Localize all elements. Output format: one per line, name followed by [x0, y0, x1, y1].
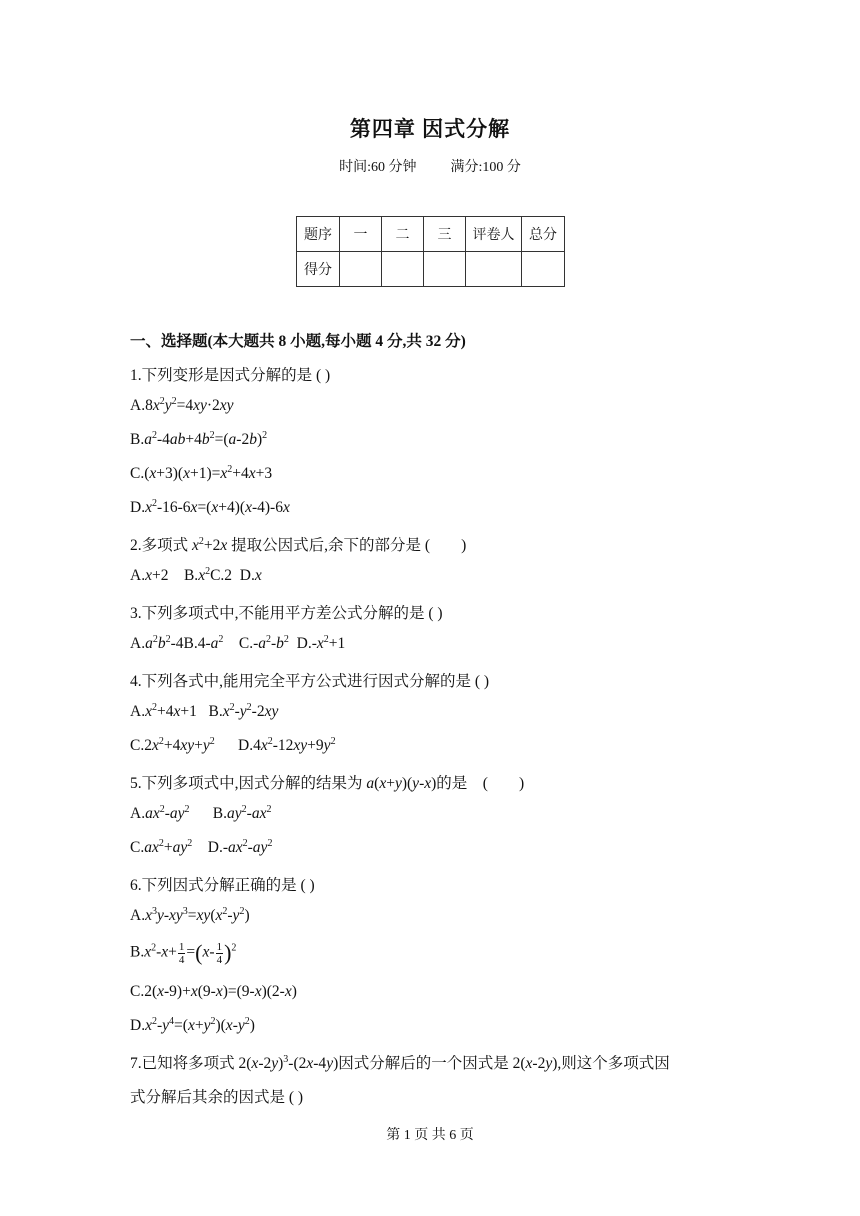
question-5-stem: 5.下列多项式中,因式分解的结果为 a(x+y)(y-x)的是 ( ) — [130, 775, 525, 792]
section-heading: 一、选择题(本大题共 8 小题,每小题 4 分,共 32 分) — [130, 333, 466, 350]
score-table-cell: 总分 — [522, 217, 565, 252]
time-limit: 时间:60 分钟 — [339, 160, 417, 175]
full-score: 满分:100 分 — [450, 160, 521, 175]
score-table-cell: 三 — [424, 217, 466, 252]
question-1-option-b: $B.a^2-4ab+4b^2=(a-2b)^2$ — [130, 430, 268, 448]
question-7-stem-line1: 7.已知将多项式 $2(x-2y)^3-(2x-4y)$因式分解后的一个因式是 2(x-2y),则这个多项式因 — [130, 1054, 670, 1072]
question-6-option-c: C.2(x-9)+x(9-x)=(9-x)(2-x) — [130, 983, 297, 1000]
score-table-cell: 题序 — [297, 217, 340, 252]
score-table — [296, 216, 565, 287]
question-4-options-row2: $C.2x^2+4xy+y^2$ $D.4x^2-12xy+9y^2$ — [130, 736, 336, 754]
question-2-options: A.x+2 $B.x^2C.2$ D.x — [130, 566, 262, 584]
score-entry-cell — [340, 252, 382, 287]
question-1-stem: 1.下列变形是因式分解的是 ( ) — [130, 367, 331, 384]
question-5-options-row1: $A.ax^2-ay^2$ $B.ay^2-ax^2$ — [130, 804, 272, 822]
exam-info — [0, 156, 860, 176]
question-6-option-a: $A.x^3y-xy^3=xy(x^2-y^2)$ — [130, 906, 250, 924]
question-1-option-d: $D.x^2-16-6x=(x+4)(x-4)-6x$ — [130, 498, 290, 516]
question-5-options-row2: $C.ax^2+ay^2$ $D.-ax^2-ay^2$ — [130, 838, 273, 856]
score-entry-cell — [382, 252, 424, 287]
question-4-stem: 4.下列各式中,能用完全平方公式进行因式分解的是 ( ) — [130, 673, 490, 690]
question-7-stem-line2: 式分解后其余的因式是 ( ) — [130, 1089, 304, 1106]
score-table-cell: 评卷人 — [466, 217, 522, 252]
fraction: $\frac{1}{4}$ — [178, 940, 185, 966]
question-3-options: $A.a^2b^2-4B.4-a^2$ $C.-a^2-b^2$ $D.-x^2+1$ — [130, 634, 346, 652]
score-table-cell: 得分 — [297, 252, 340, 287]
page-title: 第四章 因式分解 — [349, 117, 511, 141]
page-footer: 第 1 页 共 6 页 — [386, 1128, 474, 1143]
question-1-option-a: $A.8x^2y^2=4xy\cdot 2xy$ — [130, 396, 234, 414]
score-table-cell: 一 — [340, 217, 382, 252]
fraction: $\frac{1}{4}$ — [216, 940, 223, 966]
question-1-option-c: $C.(x+3)(x+1)=x^2+4x+3$ — [130, 464, 273, 482]
score-table-score-row — [297, 252, 565, 287]
question-2-stem: 2.多项式 $x^2+2x$ 提取公因式后,余下的部分是 ( ) — [130, 536, 467, 554]
question-6-stem: 6.下列因式分解正确的是 ( ) — [130, 877, 315, 894]
question-6-option-d: $D.x^2-y^4=(x+y^2)(x-y^2)$ — [130, 1016, 255, 1034]
score-table-cell: 二 — [382, 217, 424, 252]
question-6-option-b: $B.x^2-x+$ $\frac{1}{4}$ =(x- $\frac{1}{4}$ )$^2$ — [130, 940, 237, 966]
question-3-stem: 3.下列多项式中,不能用平方差公式分解的是 ( ) — [130, 605, 443, 622]
score-entry-cell — [424, 252, 466, 287]
score-entry-cell — [522, 252, 565, 287]
question-4-options-row1: $A.x^2+4x+1$ $B.x^2-y^2-2xy$ — [130, 702, 279, 720]
score-entry-cell — [466, 252, 522, 287]
score-table-header-row — [297, 217, 565, 252]
